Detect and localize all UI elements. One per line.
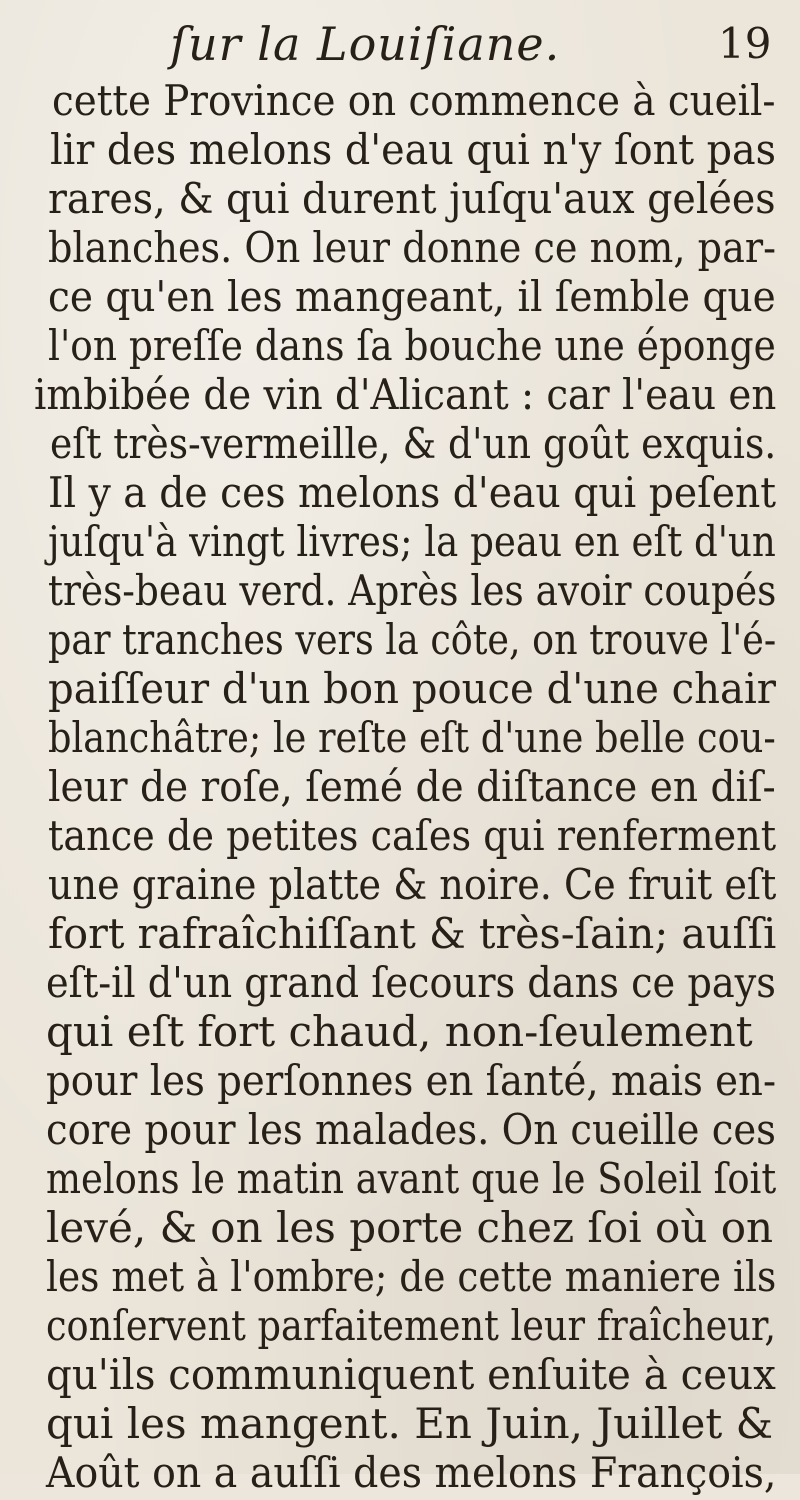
text-line: pour les perſonnes en ſanté, mais en- xyxy=(46,1056,777,1105)
text-line: cette Province on commence à cueil- xyxy=(52,76,776,125)
text-line: l'on preſſe dans ſa bouche une éponge xyxy=(48,321,776,370)
text-line: qu'ils communiquent enſuite à ceux xyxy=(46,1350,776,1399)
text-line: tance de petites caſes qui renferment xyxy=(48,811,777,860)
text-line: qui eſt fort chaud, non-ſeulement xyxy=(46,1007,753,1056)
text-line: leur de roſe, ſemé de diſtance en diſ- xyxy=(48,762,776,811)
text-line: conſervent parfaitement leur fraîcheur, xyxy=(46,1301,777,1350)
text-line: lir des melons d'eau qui n'y ſont pas xyxy=(50,125,777,174)
text-line: blanches. On leur donne ce nom, par- xyxy=(48,223,776,272)
text-line: ce qu'en les mangeant, il ſemble que xyxy=(48,272,776,321)
text-line: imbibée de vin d'Alicant : car l'eau en xyxy=(34,370,777,419)
page-number: 19 xyxy=(718,19,772,68)
text-line: qui les mangent. En Juin, Juillet & xyxy=(46,1399,773,1448)
text-line: Août on a auſſi des melons François, xyxy=(46,1448,777,1497)
text-line: blanchâtre; le reſte eſt d'une belle cou- xyxy=(48,713,776,762)
text-line: fort rafraîchiſſant & très-ſain; auſſi xyxy=(48,909,777,958)
text-line: par tranches vers la côte, on trouve l'é- xyxy=(48,615,777,664)
text-line: une graine platte & noire. Ce fruit eſt xyxy=(48,860,777,909)
text-line: melons le matin avant que le Soleil ſoit xyxy=(46,1154,777,1203)
text-line: rares, & qui durent juſqu'aux gelées xyxy=(48,174,776,223)
text-line: Il y a de ces melons d'eau qui peſent xyxy=(48,468,777,517)
running-title: ſur la Louiſiane. xyxy=(170,17,561,71)
text-line: eſt-il d'un grand ſecours dans ce pays xyxy=(46,958,776,1007)
running-head xyxy=(0,14,800,74)
text-line: paiſſeur d'un bon pouce d'une chair xyxy=(48,664,777,713)
text-line: levé, & on les porte chez ſoi où on xyxy=(46,1203,774,1252)
text-line: core pour les malades. On cueille ces xyxy=(46,1105,776,1154)
text-line: les met à l'ombre; de cette maniere ils xyxy=(46,1252,777,1301)
text-line: juſqu'à vingt livres; la peau en eſt d'un xyxy=(48,517,776,566)
text-line: eſt très-vermeille, & d'un goût exquis. xyxy=(50,419,777,468)
text-line: très-beau verd. Après les avoir coupés xyxy=(48,566,777,615)
